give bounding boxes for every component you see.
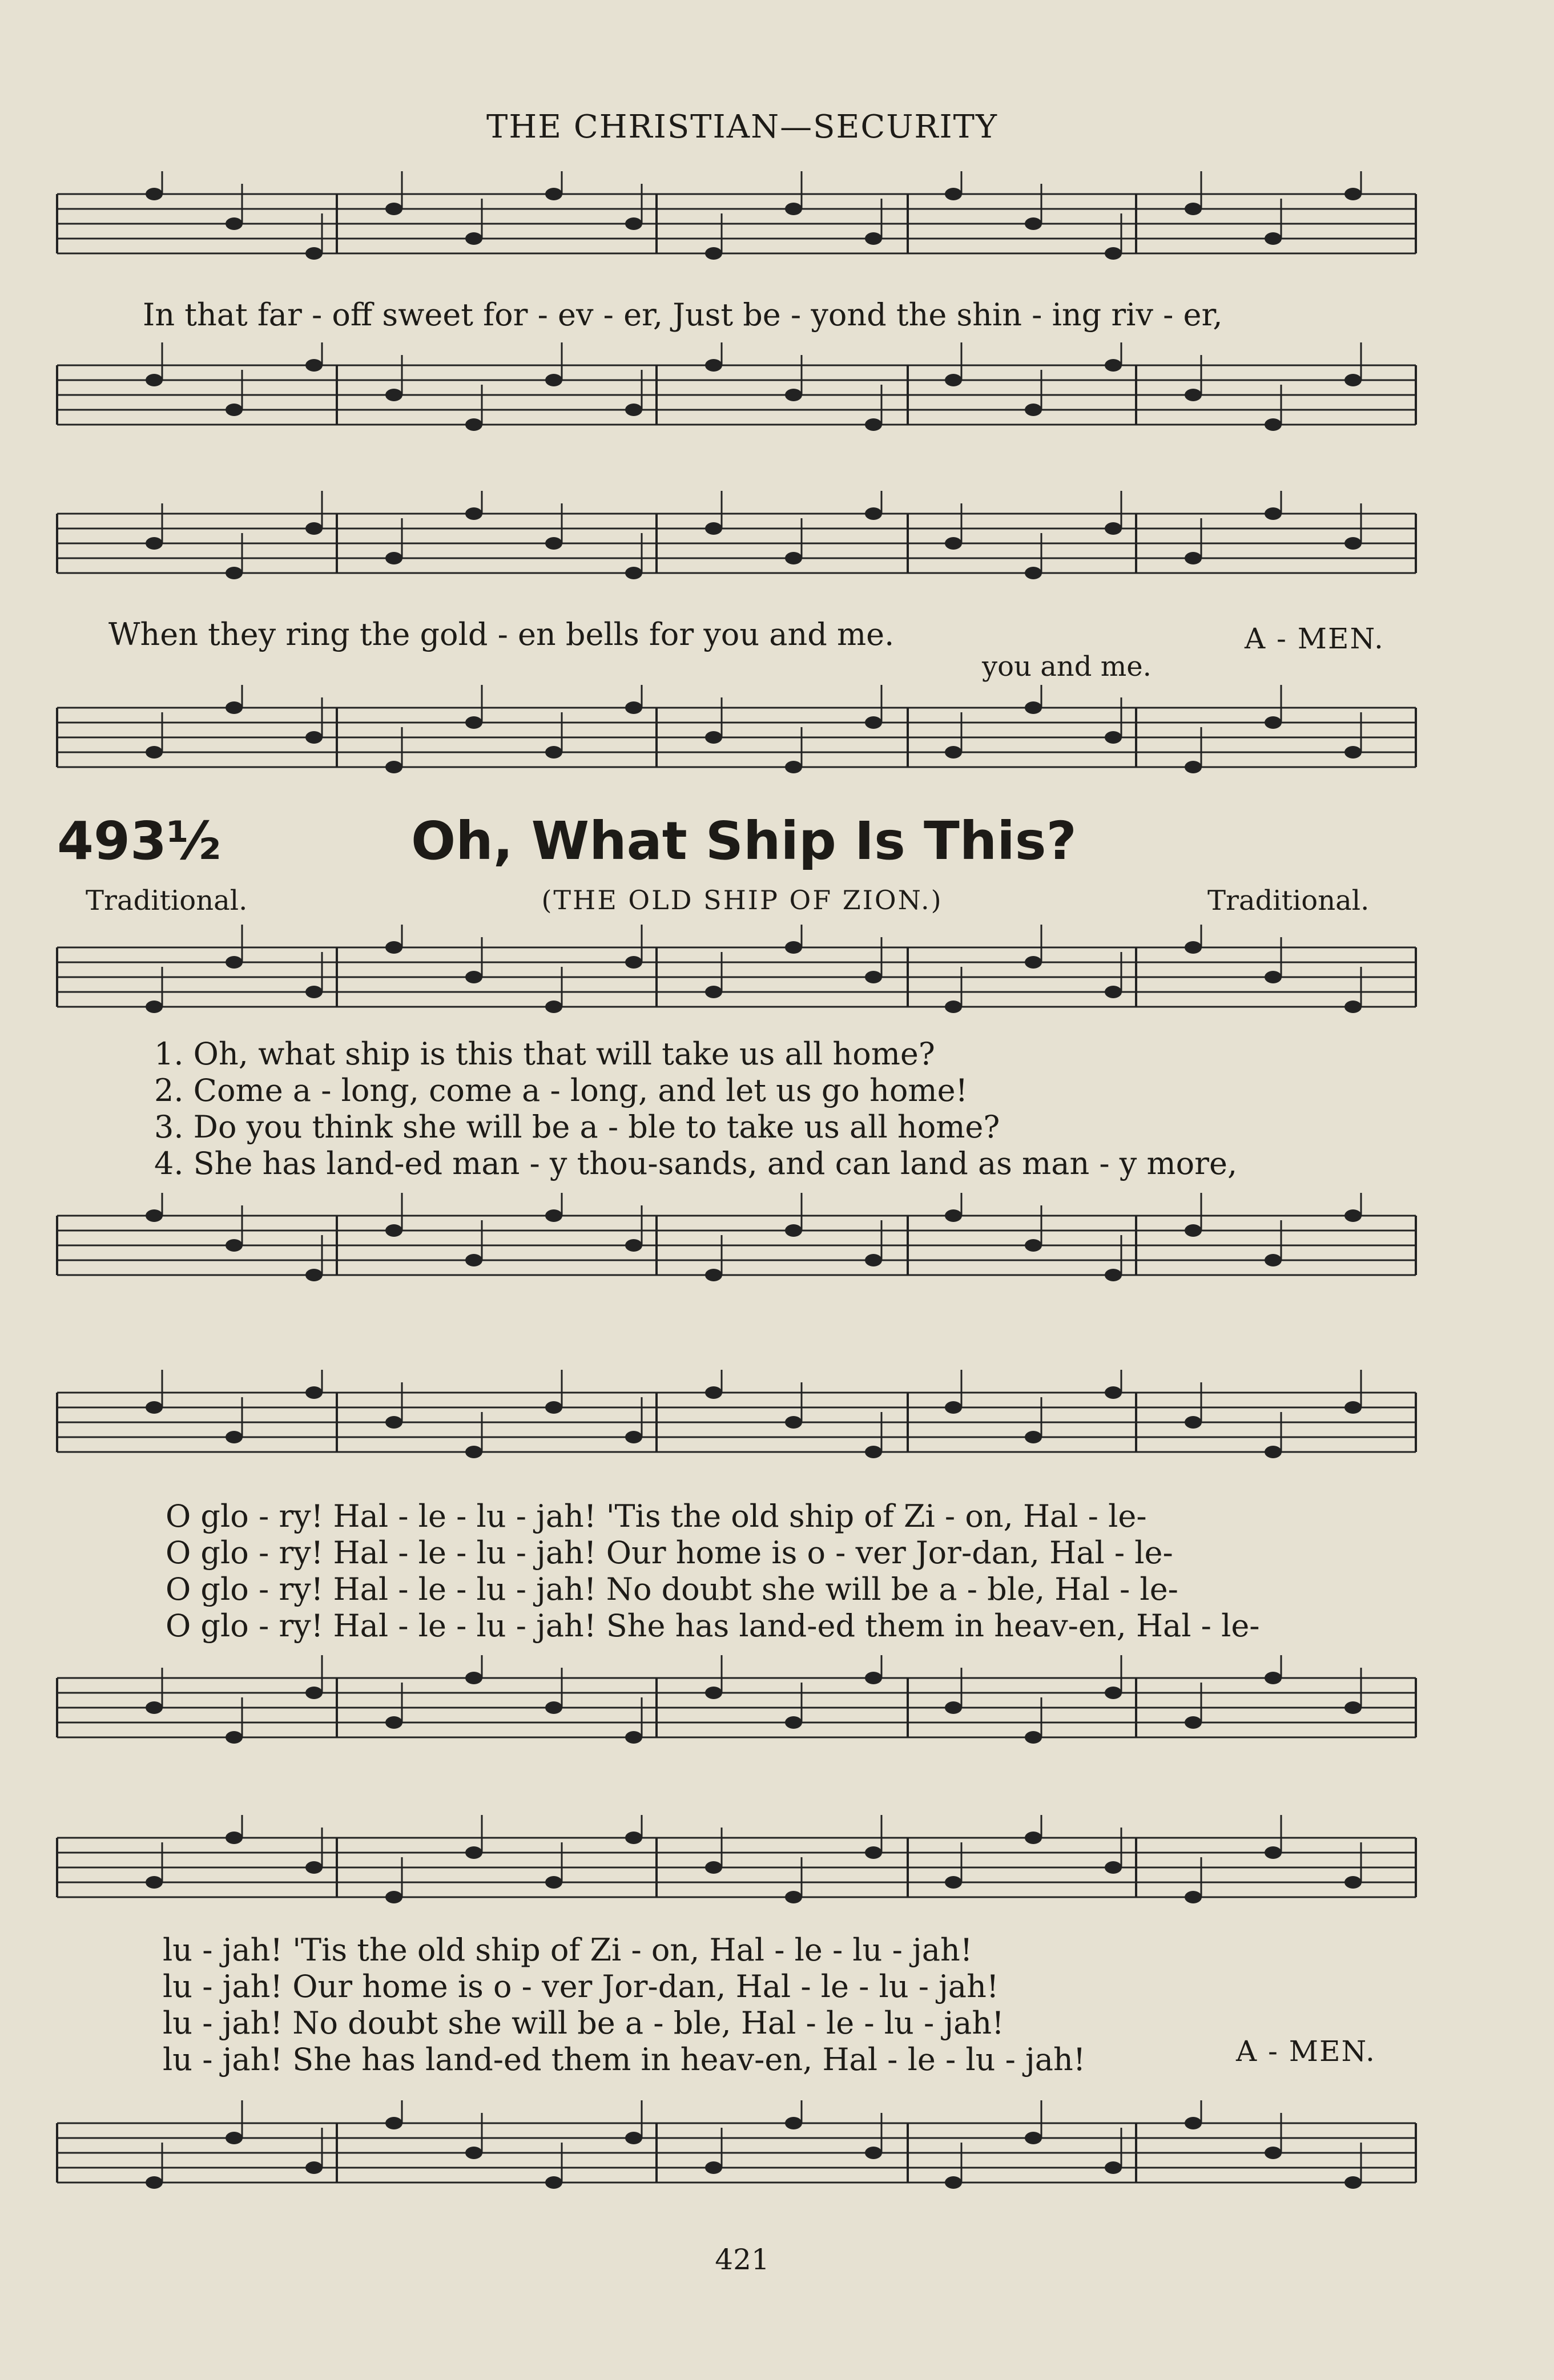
staff-system-5-bass bbox=[51, 2100, 1422, 2214]
verse-line: 4. She has land-ed man - y thou-sands, and can land as man - y more, bbox=[154, 1145, 1238, 1181]
words-credit: Traditional. bbox=[86, 885, 248, 917]
verse-line: 2. Come a - long, come a - long, and let us go home! bbox=[154, 1072, 968, 1108]
music-credit: Traditional. bbox=[1207, 885, 1370, 917]
staff-system-3-treble bbox=[51, 925, 1422, 1039]
verse-line: lu - jah! Our home is o - ver Jor-dan, Hal - le - lu - jah! bbox=[163, 1968, 999, 2004]
verses-block-b bbox=[166, 1498, 1260, 1644]
verse-line: O glo - ry! Hal - le - lu - jah! 'Tis the old ship of Zi - on, Hal - le- bbox=[166, 1498, 1147, 1534]
verse-line: O glo - ry! Hal - le - lu - jah! She has land-ed them in heav-en, Hal - le- bbox=[166, 1608, 1260, 1644]
hymn-subtitle: (THE OLD SHIP OF ZION.) bbox=[541, 885, 943, 915]
staff-system-2-treble bbox=[51, 491, 1422, 605]
running-head: THE CHRISTIAN—SECURITY bbox=[486, 108, 998, 146]
verse-line: lu - jah! No doubt she will be a - ble, Hal - le - lu - jah! bbox=[163, 2005, 1004, 2041]
alto-lyric: you and me. bbox=[982, 651, 1152, 683]
staff-system-5-treble bbox=[51, 1815, 1422, 1929]
hymn-number: 493½ bbox=[57, 810, 222, 872]
staff-system-1-treble bbox=[51, 171, 1422, 285]
verse-line: 1. Oh, what ship is this that will take us all home? bbox=[154, 1036, 935, 1072]
amen-2: A - MEN. bbox=[1236, 2035, 1376, 2068]
hymn-title: Oh, What Ship Is This? bbox=[411, 810, 1077, 872]
verses-block-a bbox=[154, 1036, 1237, 1182]
verses-block-c bbox=[163, 1932, 1085, 2078]
staff-system-2-bass bbox=[51, 685, 1422, 799]
verse-line: O glo - ry! Hal - le - lu - jah! No doubt she will be a - ble, Hal - le- bbox=[166, 1571, 1178, 1607]
staff-system-4-treble bbox=[51, 1370, 1422, 1484]
staff-system-4-bass bbox=[51, 1655, 1422, 1769]
page-number: 421 bbox=[715, 2243, 770, 2276]
verse-line: lu - jah! 'Tis the old ship of Zi - on, Hal - le - lu - jah! bbox=[163, 1932, 973, 1968]
amen-1: A - MEN. bbox=[1245, 622, 1384, 655]
lyric-line-1: In that far - off sweet for - ev - er, Just be - yond the shin - ing riv - er, bbox=[143, 297, 1223, 333]
staff-system-3-bass bbox=[51, 1193, 1422, 1307]
lyric-line-2: When they ring the gold - en bells for you and me. bbox=[108, 616, 895, 652]
staff-system-1-bass bbox=[51, 342, 1422, 457]
verse-line: lu - jah! She has land-ed them in heav-en, Hal - le - lu - jah! bbox=[163, 2042, 1086, 2078]
verse-line: O glo - ry! Hal - le - lu - jah! Our home is o - ver Jor-dan, Hal - le- bbox=[166, 1535, 1173, 1571]
verse-line: 3. Do you think she will be a - ble to take us all home? bbox=[154, 1109, 1000, 1145]
